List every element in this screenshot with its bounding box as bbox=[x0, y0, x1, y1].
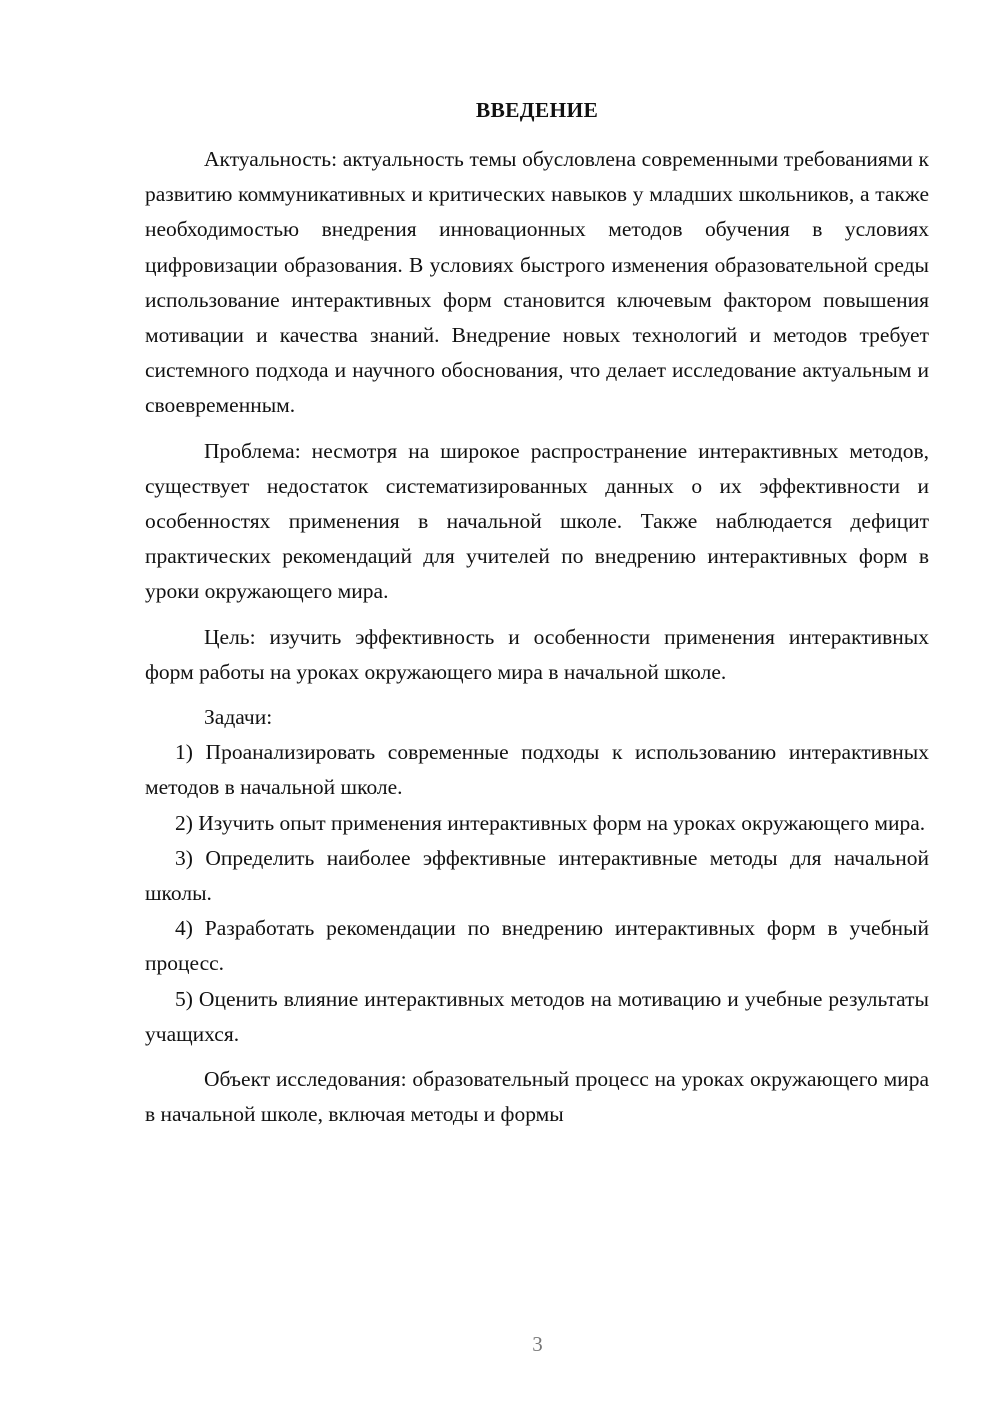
body-text bbox=[145, 142, 929, 1132]
paragraph-relevance: Актуальность: актуальность темы обусловлена современными требованиями к развитию коммуникативных и критических навыков у младших школьников, а также необходимостью внедрения инновационных методов обучения в условиях цифровизации образования. В условиях быстрого изменения образовательной среды использование интерактивных форм становится ключевым фактором повышения мотивации и качества знаний. Внедрение новых технологий и методов требует системного подхода и научного обоснования, что делает исследование актуальным и своевременным. bbox=[145, 147, 929, 418]
task-item-3: 3) Определить наиболее эффективные интерактивные методы для начальной школы. bbox=[145, 845, 929, 906]
task-item-4: 4) Разработать рекомендации по внедрению интерактивных форм в учебный процесс. bbox=[145, 916, 929, 976]
page-title: ВВЕДЕНИЕ bbox=[475, 98, 599, 122]
page-number: 3 bbox=[532, 1332, 543, 1356]
paragraph-goal: Цель: изучить эффективность и особенности применения интерактивных форм работы на уроках окружающего мира в начальной школе. bbox=[145, 624, 929, 684]
tasks-heading: Задачи: bbox=[204, 705, 273, 730]
task-item-1: 1) Проанализировать современные подходы к использованию интерактивных методов в начальной школе. bbox=[145, 740, 929, 800]
paragraph-object: Объект исследования: образовательный процесс на уроках окружающего мира в начальной школе, включая методы и формы bbox=[145, 1067, 929, 1127]
task-item-5: 5) Оценить влияние интерактивных методов на мотивацию и учебные результаты учащихся. bbox=[145, 986, 929, 1046]
task-item-2: 2) Изучить опыт применения интерактивных форм на уроках окружающего мира. bbox=[175, 810, 926, 835]
paragraph-problem: Проблема: несмотря на широкое распространение интерактивных методов, существует недостаток систематизированных данных о их эффективности и особенностях применения в начальной школе. Также наблюдается дефицит практических рекомендаций для учителей по внедрению интерактивных форм в уроки окружающего мира. bbox=[145, 438, 929, 604]
